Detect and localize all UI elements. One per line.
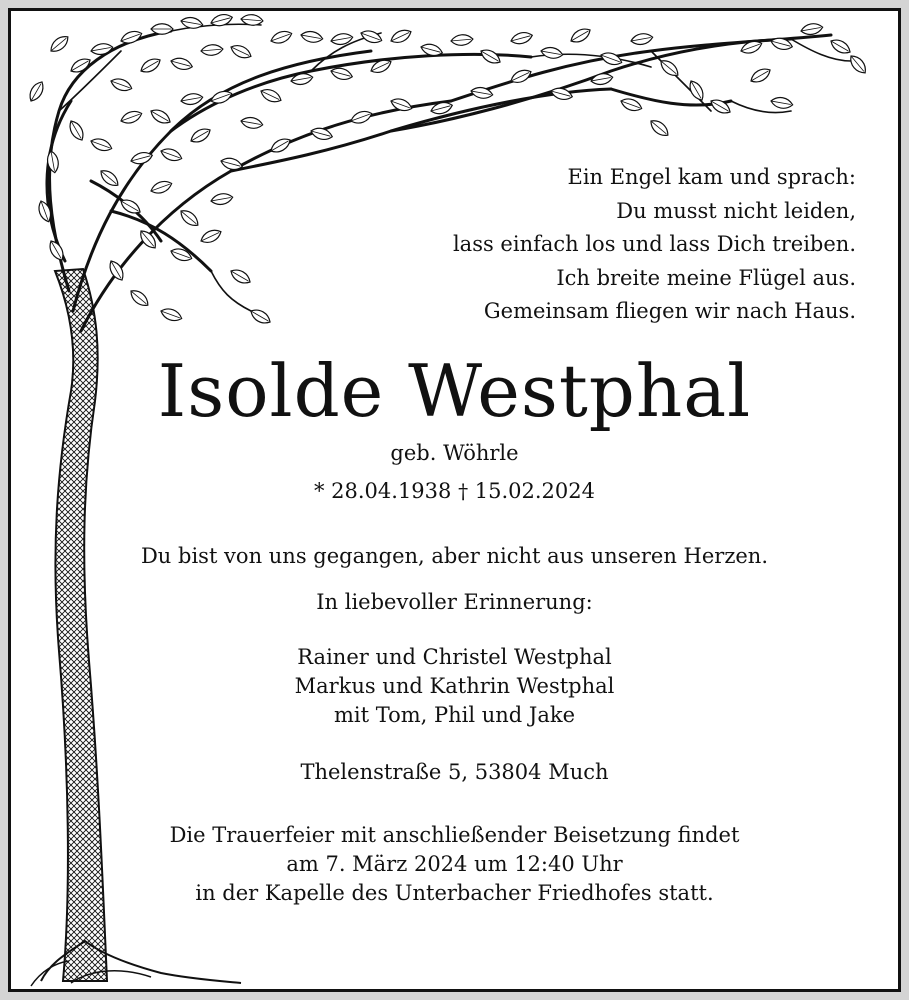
service-line: am 7. März 2024 um 12:40 Uhr — [286, 852, 623, 876]
family-member: Markus und Kathrin Westphal — [294, 674, 615, 698]
family-member: Rainer und Christel Westphal — [297, 645, 612, 669]
life-dates — [11, 476, 898, 506]
service-line: in der Kapelle des Unterbacher Friedhofes statt. — [195, 881, 714, 905]
poem-line: Gemeinsam fliegen wir nach Haus. — [483, 299, 856, 323]
death-date: 15.02.2024 — [474, 479, 596, 503]
obituary-frame — [8, 8, 901, 992]
maiden-name: geb. Wöhrle — [390, 441, 519, 465]
farewell-text: Du bist von uns gegangen, aber nicht aus unseren Herzen. — [140, 544, 769, 568]
poem-line: Ein Engel kam und sprach: — [567, 165, 856, 189]
cross-symbol: † — [458, 479, 469, 503]
address: Thelenstraße 5, 53804 Much — [300, 760, 609, 784]
poem-line: Ich breite meine Flügel aus. — [556, 265, 856, 290]
poem-line: lass einfach los und lass Dich treiben. — [452, 232, 856, 256]
memory-heading: In liebevoller Erinnerung: — [316, 590, 593, 614]
poem-line: Du musst nicht leiden, — [616, 198, 856, 223]
service-info — [11, 821, 898, 908]
birth-date: * 28.04.1938 — [313, 479, 452, 503]
family-member: mit Tom, Phil und Jake — [333, 703, 576, 727]
service-line: Die Trauerfeier mit anschließender Beisetzung findet — [169, 823, 740, 847]
deceased-name: Isolde Westphal — [157, 349, 752, 433]
family-list — [11, 643, 898, 730]
poem — [396, 161, 856, 329]
